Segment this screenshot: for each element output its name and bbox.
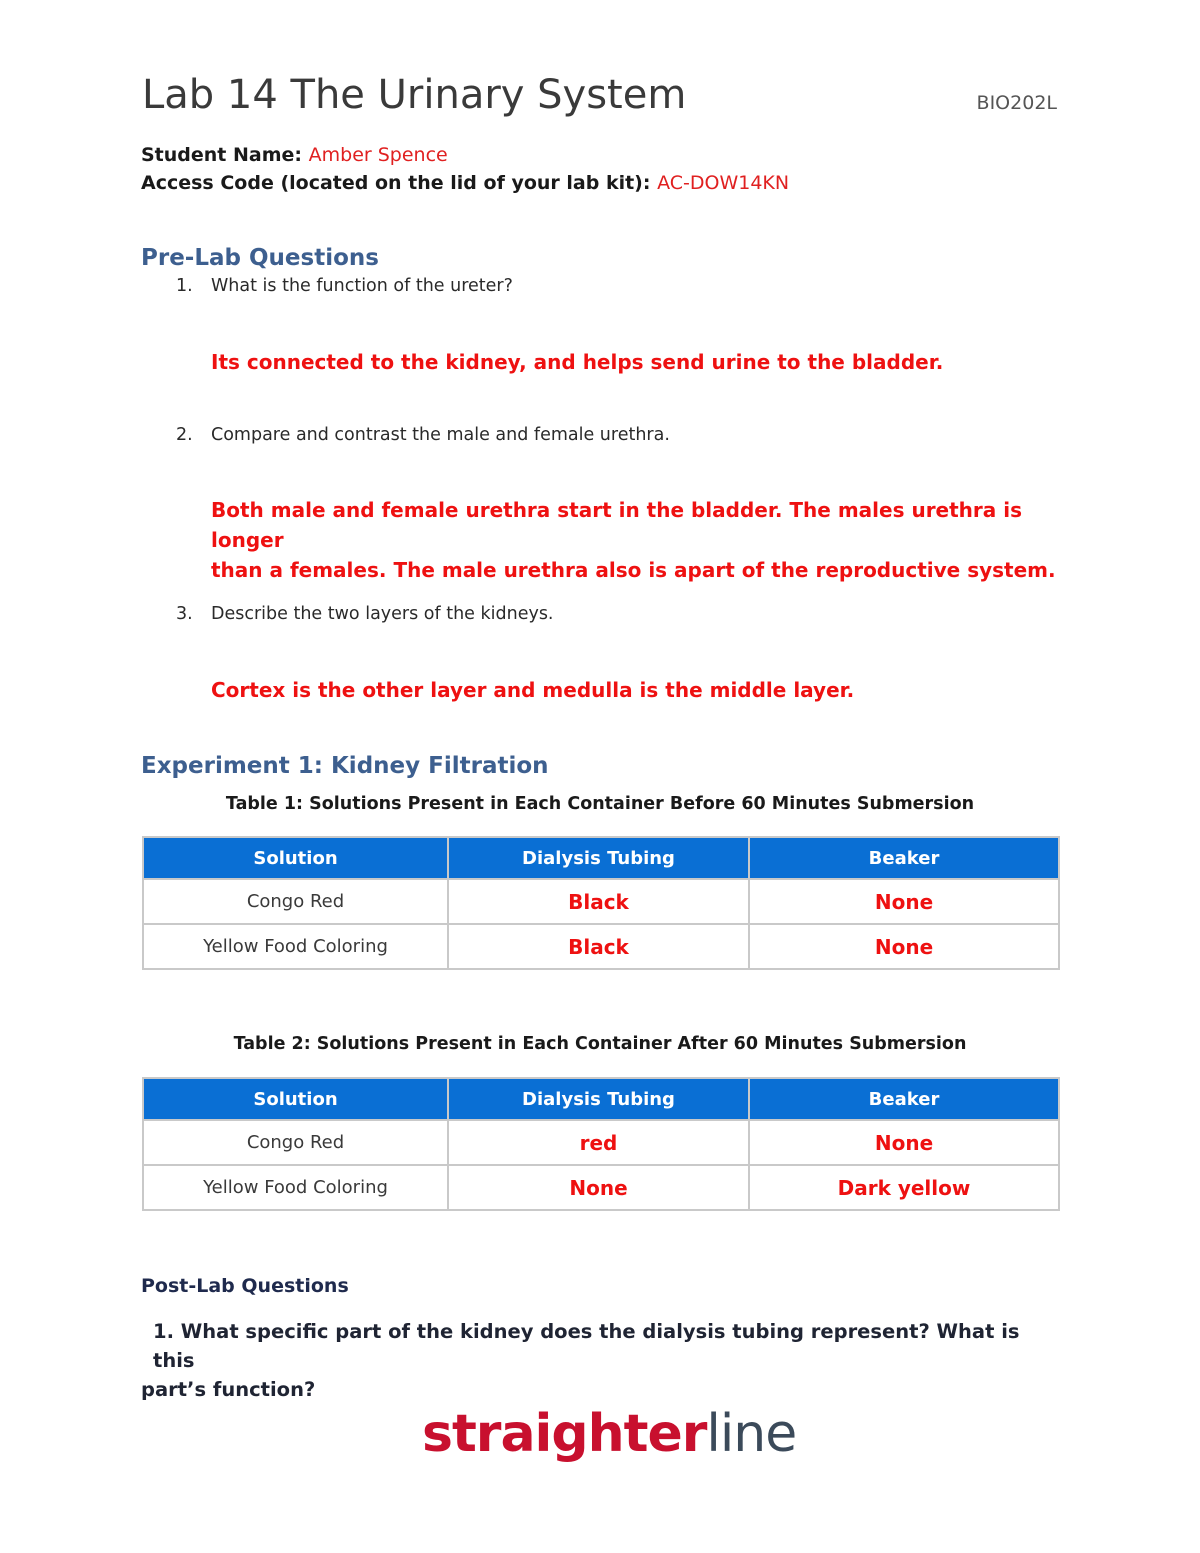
table-row bbox=[143, 924, 1059, 969]
student-name-label: Student Name bbox=[141, 144, 295, 166]
page-title: Lab 14 The Urinary System bbox=[142, 72, 687, 118]
prelab-question-1 bbox=[176, 276, 513, 296]
prelab-answer-1: Its connected to the kidney, and helps send urine to the bladder. bbox=[211, 350, 944, 374]
table2 bbox=[142, 1077, 1060, 1211]
prelab-answer-2 bbox=[211, 495, 1071, 585]
question-number: 2. bbox=[176, 425, 193, 445]
table-cell: Congo Red bbox=[143, 1120, 448, 1165]
table-cell: Black bbox=[448, 924, 749, 969]
prelab-answer-3: Cortex is the other layer and medulla is the middle layer. bbox=[211, 678, 855, 702]
logo-part-line: line bbox=[706, 1404, 797, 1464]
table-cell: Yellow Food Coloring bbox=[143, 924, 448, 969]
logo-part-straighter: straighter bbox=[422, 1404, 707, 1464]
answer-line: Both male and female urethra start in the bladder. The males urethra is longer bbox=[211, 498, 1022, 552]
column-header: Solution bbox=[143, 1078, 448, 1120]
table-cell: Congo Red bbox=[143, 879, 448, 924]
access-code-value: AC-DOW14KN bbox=[657, 172, 790, 194]
course-code: BIO202L bbox=[976, 92, 1057, 114]
column-header: Dialysis Tubing bbox=[448, 837, 749, 879]
answer-line: than a females. The male urethra also is apart of the reproductive system. bbox=[211, 558, 1056, 582]
table-header-row bbox=[143, 837, 1059, 879]
table-cell: None bbox=[749, 924, 1059, 969]
column-header: Solution bbox=[143, 837, 448, 879]
table1-caption: Table 1: Solutions Present in Each Container Before 60 Minutes Submersion bbox=[225, 794, 975, 814]
question-line: part’s function? bbox=[141, 1378, 316, 1401]
access-code-label: Access Code (located on the lid of your lab kit) bbox=[141, 172, 643, 194]
table-cell: None bbox=[749, 1120, 1059, 1165]
access-code-field: Access Code (located on the lid of your lab kit): AC-DOW14KN bbox=[141, 172, 790, 194]
table-cell: red bbox=[448, 1120, 749, 1165]
experiment-heading: Experiment 1: Kidney Filtration bbox=[141, 753, 549, 779]
prelab-question-3 bbox=[176, 604, 554, 624]
column-header: Beaker bbox=[749, 1078, 1059, 1120]
table1 bbox=[142, 836, 1060, 970]
prelab-question-2 bbox=[176, 425, 670, 445]
student-name-value: Amber Spence bbox=[308, 144, 448, 166]
postlab-heading: Post-Lab Questions bbox=[141, 1275, 349, 1297]
table-cell: None bbox=[448, 1165, 749, 1210]
column-header: Dialysis Tubing bbox=[448, 1078, 749, 1120]
question-text: Describe the two layers of the kidneys. bbox=[211, 604, 554, 624]
question-text: Compare and contrast the male and female urethra. bbox=[211, 425, 670, 445]
table-cell: Yellow Food Coloring bbox=[143, 1165, 448, 1210]
column-header: Beaker bbox=[749, 837, 1059, 879]
table-cell: Black bbox=[448, 879, 749, 924]
straighterline-logo bbox=[422, 1404, 796, 1464]
question-number: 1. bbox=[176, 276, 193, 296]
student-name-field: Student Name: Amber Spence bbox=[141, 144, 448, 166]
table-cell: Dark yellow bbox=[749, 1165, 1059, 1210]
prelab-heading: Pre-Lab Questions bbox=[141, 245, 379, 271]
table2-caption: Table 2: Solutions Present in Each Container After 60 Minutes Submersion bbox=[233, 1034, 967, 1054]
question-number: 3. bbox=[176, 604, 193, 624]
postlab-question-1 bbox=[141, 1317, 1041, 1404]
question-text: What is the function of the ureter? bbox=[211, 276, 513, 296]
table-row bbox=[143, 879, 1059, 924]
table-cell: None bbox=[749, 879, 1059, 924]
question-line: 1. What specific part of the kidney does the dialysis tubing represent? What is this bbox=[153, 1320, 1020, 1372]
table-header-row bbox=[143, 1078, 1059, 1120]
table-row bbox=[143, 1120, 1059, 1165]
table-row bbox=[143, 1165, 1059, 1210]
